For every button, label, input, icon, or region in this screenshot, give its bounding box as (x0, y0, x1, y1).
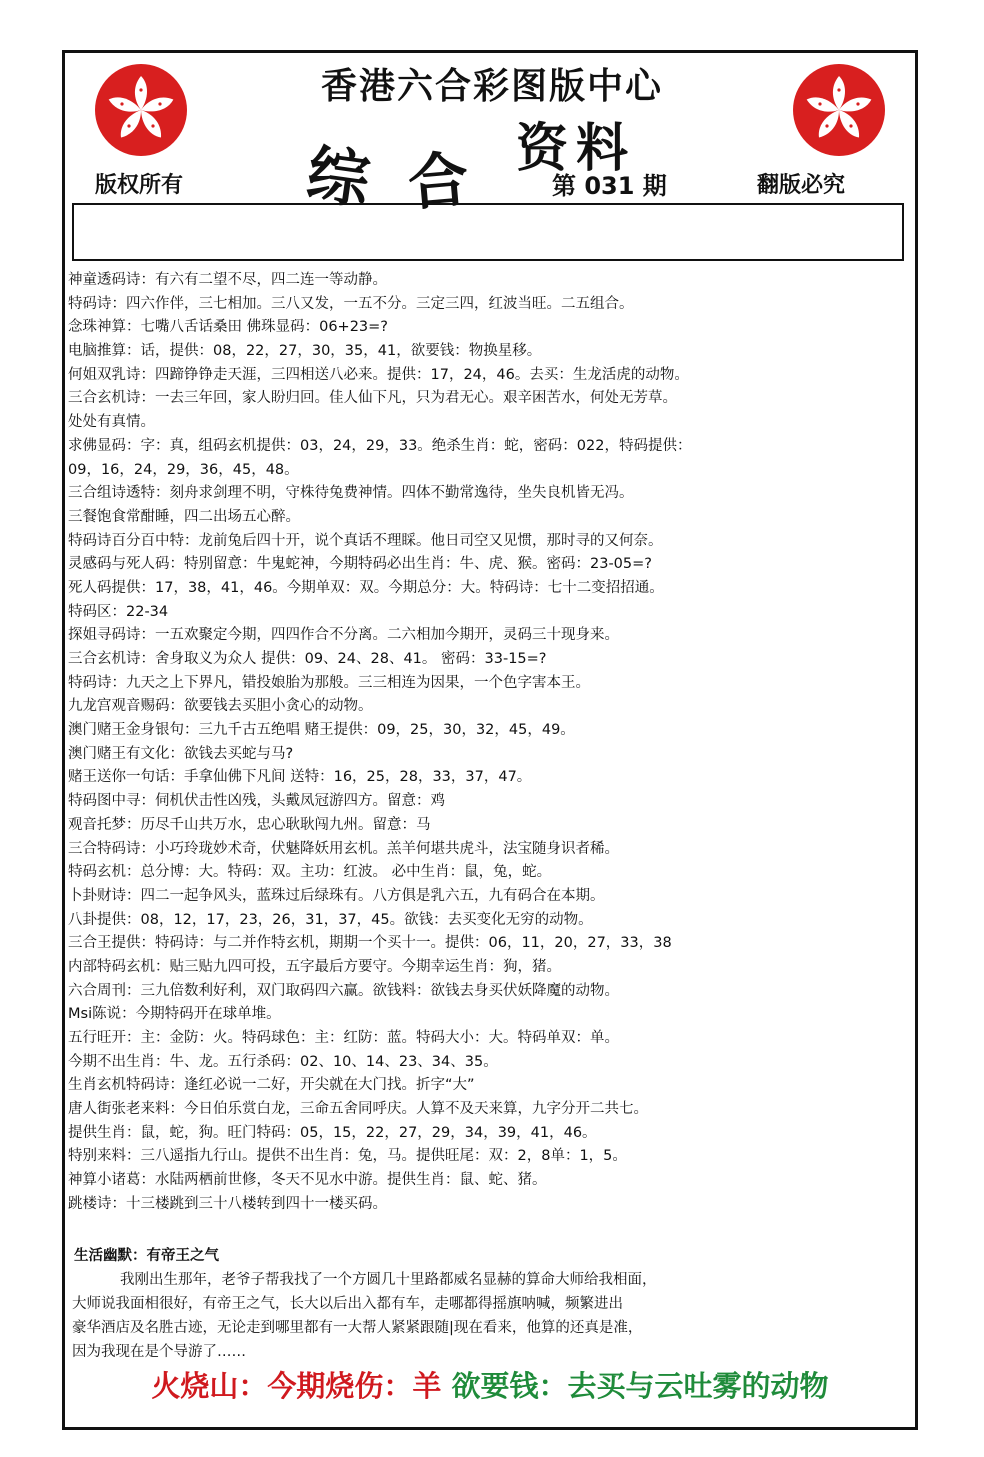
content-line: 观音托梦：历尽千山共万水，忠心耿耿闯九州。留意：马 (68, 816, 431, 833)
copyright-label: 版权所有 (95, 173, 184, 198)
content-line: 特别来料：三八遥指九行山。提供不出生肖：兔，马。提供旺尾：双：2，8单：1，5。 (68, 1148, 627, 1165)
content-line: 三合玄机诗：舍身取义为众人 提供：09、24、28、41。 密码：33-15=? (68, 651, 547, 667)
story-title: 生活幽默：有帝王之气 (74, 1248, 219, 1264)
footer-fire-text: 火烧山：今期烧伤：羊 (151, 1369, 442, 1403)
content-lines (68, 269, 908, 1217)
content-line: 生肖玄机特码诗：逢红必说一二好，开尖就在大门找。折字“大” (68, 1077, 475, 1094)
content-line: 特码玄机：总分博：大。特码：双。主功：红波。 必中生肖：鼠，兔，蛇。 (68, 864, 552, 881)
content-line: 赌王送你一句话：手拿仙佛下凡间 送特：16，25，28，33，37，47。 (68, 769, 532, 786)
humor-story (72, 1244, 904, 1364)
content-line: 唐人街张老来料：今日伯乐赏白龙，三命五舍同呼庆。人算不及天来算，九字分开二共七。 (68, 1101, 648, 1118)
content-line: 提供生肖：鼠，蛇，狗。旺门特码：05，15，22，27，29，34，39，41，46。 (68, 1124, 597, 1141)
blank-banner-box (72, 203, 904, 261)
bauhinia-flower-icon (95, 64, 187, 156)
content-line: 三合王提供：特码诗：与二并作特玄机，期期一个买十一。提供：06，11，20，27，33，38 (68, 935, 672, 952)
content-line: 探姐寻码诗：一五欢聚定今期，四四作合不分离。二六相加今期开，灵码三十现身来。 (68, 627, 619, 644)
content-line: 特码区：22-34 (68, 603, 169, 620)
content-line: 求佛显码：字：真，组码玄机提供：03，24，29，33。绝杀生肖：蛇，密码：022，特码提供： (68, 437, 692, 454)
content-line: 跳楼诗：十三楼跳到三十八楼转到四十一楼买码。 (68, 1195, 387, 1212)
content-line: 三合特码诗：小巧玲珑妙术奇，伏魅降妖用玄机。羔羊何堪共虎斗，法宝随身识者稀。 (68, 840, 619, 857)
footer-money-text: 欲要钱：去买与云吐雾的动物 (451, 1369, 829, 1403)
content-line: 九龙宫观音赐码：欲要钱去买胆小贪心的动物。 (68, 698, 373, 715)
content-line: 澳门赌王金身银句：三九千古五绝唱 赌王提供：09，25，30，32，45，49。 (68, 722, 575, 739)
content-line: 念珠神算：七嘴八舌话桑田 佛珠显码：06+23=? (68, 319, 389, 336)
big-title-char-1: 综 (302, 136, 375, 218)
content-line: 六合周刊：三九倍数利好利，双门取码四六赢。欲钱料：欲钱去身买伏妖降魔的动物。 (68, 982, 619, 999)
content-line: 八卦提供：08，12，17，23，26，31，37，45。欲钱：去买变化无穷的动物。 (68, 911, 593, 928)
content-line: 神童透码诗：有六有二望不尽，四二连一等动静。 (68, 272, 387, 288)
content-line: 处处有真情。 (68, 414, 155, 431)
content-line: 灵感码与死人码：特别留意：牛鬼蛇神，今期特码必出生肖：牛、虎、猴。密码：23-05=? (68, 556, 652, 573)
story-line: 大师说我面相很好，有帝王之气，长大以后出入都有车，走哪都得摇旗呐喊，频繁进出 (72, 1296, 623, 1312)
content-line: 卜卦财诗：四二一起争风头，蓝珠过后绿珠有。八方俱是乳六五，九有码合在本期。 (68, 887, 605, 904)
page-title: 香港六合彩图版中心 (320, 65, 663, 107)
content-line: 何姐双乳诗：四蹄铮铮走天涯，三四相送八必来。提供：17，24，46。去买：生龙活虎的动物。 (68, 366, 689, 383)
content-line: 死人码提供：17，38，41，46。今期单双：双。今期总分：大。特码诗：七十二变招招通。 (68, 579, 664, 596)
content-line: 五行旺开：主：金防：火。特码球色：主：红防：蓝。特码大小：大。特码单双：单。 (68, 1030, 619, 1046)
content-line: 特码诗：四六作伴，三七相加。三八又发，一五不分。三定三四，红波当旺。二五组合。 (68, 295, 634, 312)
content-line: 电脑推算：话，提供：08，22，27，30，35，41，欲要钱：物换星移。 (68, 343, 542, 360)
no-copy-label: 翻版必究 (757, 173, 846, 198)
content-line: 特码图中寻：伺机伏击性凶残，头戴凤冠游四方。留意：鸡 (68, 793, 445, 810)
footer-banner (62, 1364, 918, 1405)
content-line: 三合组诗透特：刻舟求剑理不明，守株待兔费神情。四体不勤常逸待，坐失良机皆无冯。 (68, 485, 634, 502)
story-line: 我刚出生那年，老爷子帮我找了一个方圆几十里路都威名显赫的算命大师给我相面， (120, 1272, 657, 1288)
content-line: 三餐饱食常酣睡，四二出场五心醉。 (68, 508, 300, 525)
content-line: 神算小诸葛：水陆两栖前世修，冬天不见水中游。提供生肖：鼠、蛇、猪。 (68, 1172, 547, 1189)
content-line: Msi陈说：今期特码开在球单堆。 (68, 1006, 281, 1023)
content-line: 今期不出生肖：牛、龙。五行杀码：02、10、14、23、34、35。 (68, 1053, 498, 1070)
content-line: 三合玄机诗：一去三年回，家人盼归回。佳人仙下凡，只为君无心。艰辛困苦水，何处无芳草。 (68, 390, 677, 407)
big-title-char-3: 资料 (516, 118, 637, 179)
content-line: 内部特码玄机：贴三贴九四可投，五字最后方要守。今期幸运生肖：狗，猪。 (68, 958, 561, 975)
bauhinia-flower-icon-right (793, 64, 885, 156)
big-title-char-2: 合 (405, 144, 472, 220)
content-line: 特码诗百分百中特：龙前兔后四十开，说个真话不理睬。他日司空又见惯，那时寻的又何奈。 (68, 532, 663, 549)
bauhinia-flower-icon-left (95, 64, 187, 156)
bauhinia-flower-icon (793, 64, 885, 156)
content-line: 特码诗：九天之上下界凡，错投娘胎为那般。三三相连为因果，一个色字害本王。 (68, 674, 590, 691)
story-line: 豪华酒店及名胜古迹，无论走到哪里都有一大帮人紧紧跟随|现在看来，他算的还真是准， (72, 1320, 643, 1336)
content-line: 澳门赌王有文化：欲钱去买蛇与马? (68, 745, 294, 762)
story-line: 因为我现在是个导游了…… (72, 1344, 246, 1360)
issue-number: 第 031 期 (552, 172, 667, 200)
content-line: 09，16，24，29，36，45，48。 (68, 461, 299, 478)
